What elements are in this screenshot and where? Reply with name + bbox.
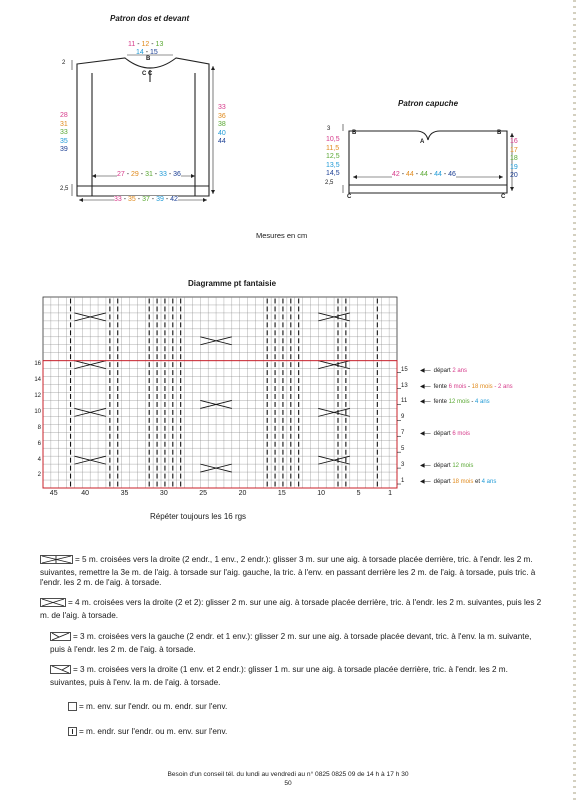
stitch-label: 5 [356,490,361,497]
row-label-right: 11 [401,398,408,405]
row-label-left: 8 [37,424,41,431]
stitch-label: 40 [81,490,90,497]
start-note: ◀— fente 6 mois - 18 mois - 2 ans [420,383,513,390]
label-b: B [146,56,151,62]
arrow-left-icon: ◀— [420,367,431,374]
legend-item-cable-3-left: = 3 m. croisées vers la gauche (2 endr. et 1 env.): glisser 2 m. sur une aig. à torsade placée devant, tric. à l'env. la m. suivante, puis à l'endr. les 2 m. de l'aig. à torsade. [50,632,532,654]
neck-sub-values: 14 - 15 [136,49,158,56]
row-label-right: 5 [401,446,405,453]
hood-left-height-values: 10,5 11,5 12,5 13,5 14,5 [326,136,340,178]
arrow-left-icon: ◀— [420,383,431,390]
arrow-left-icon: ◀— [420,431,431,438]
row-label-right: 7 [401,430,405,437]
back-rib-height: 2,5 [60,186,69,192]
legend-item-cable-5: = 5 m. croisées vers la droite (2 endr., 1 env., 2 endr.): glisser 3 m. sur une aig. à torsade placée derrière, tric. à l'endr. les 2 m. suivantes, remettre la 3e m. de l'aig. à torsade sur l'aig. gauche, la tric. à l'env. en passant derrière les 2 m. de l'aig. à torsade, puis tric. à l'endr. les 2 m. de l'aig. à torsade. [40,555,536,588]
start-note: ◀— fente 12 mois - 4 ans [420,399,490,406]
row-label-right: 1 [401,478,405,485]
row-label-right: 3 [401,462,405,469]
legend-item-purl: = m. env. sur l'endr. ou m. endr. sur l'env. [68,702,546,715]
diagram-title: Diagramme pt fantaisie [188,279,277,288]
arrow-left-icon: ◀— [420,463,431,470]
inner-width-values: 27 - 29 - 31 - 33 - 36 [117,171,181,178]
stitch-label: 1 [388,490,392,497]
stitch-label: 25 [199,490,208,497]
cable-3-left-icon [50,632,71,645]
left-height-values: 28 31 33 35 39 [60,112,68,154]
start-note: ◀— départ 12 mois [420,463,474,470]
row-label-left: 6 [37,440,41,447]
shoulder-drop: 2 [62,60,66,66]
hood-top-drop: 3 [327,126,331,132]
arrow-left-icon: ◀— [420,399,431,406]
stitch-label: 10 [317,490,326,497]
row-label-right: 15 [401,366,408,373]
back-front-title: Patron dos et devant [110,14,190,23]
bottom-width-values: 33 - 35 - 37 - 39 - 42 [114,196,178,203]
row-label-right: 13 [401,382,408,389]
stitch-label: 20 [238,490,247,497]
neck-top-values: 11 - 12 - 13 [128,41,164,48]
hood-label-c-left: C [347,194,352,200]
hood-label-a: A [420,139,425,145]
start-note: ◀— départ 2 ans [420,367,467,374]
cable-4-right-icon [40,598,66,611]
hood-title: Patron capuche [398,99,459,108]
row-label-right: 9 [401,414,405,421]
arrow-left-icon: ◀— [420,479,431,486]
stitch-label: 15 [277,490,286,497]
hood-right-height-values: 16 17 18 19 20 [510,138,518,180]
row-label-left: 10 [34,408,41,415]
label-cc: C C [142,71,153,77]
stitch-label: 30 [159,490,168,497]
row-label-left: 4 [37,456,41,463]
hood-width-values: 42 - 44 - 44 - 44 - 46 [392,171,456,178]
hood-label-c-right: C [501,194,506,200]
hood-label-b-left: B [352,130,357,136]
legend-item-knit: = m. endr. sur l'endr. ou m. env. sur l'env. [68,727,546,740]
page-number: 50 [284,780,292,787]
row-label-left: 14 [34,376,41,383]
stitch-label: 45 [49,490,58,497]
row-label-left: 16 [34,361,41,368]
hood-label-b-right: B [497,130,502,136]
repeat-note: Répéter toujours les 16 rgs [150,512,247,521]
legend-item-cable-3-right: = 3 m. croisées vers la droite (1 env. et 2 endr.): glisser 1 m. sur une aig. à torsade placée derrière, tric. à l'endr. les 2 m. suivantes, puis à l'env. la m. de l'aig. à torsade. [50,665,508,687]
stitch-label: 35 [120,490,129,497]
purl-stitch-icon [68,702,77,715]
hood-rib-height: 2,5 [325,180,334,186]
footer-advice: Besoin d'un conseil tél. du lundi au vendredi au n° 0825 0825 09 de 14 h à 17 h 30 [167,771,409,778]
right-height-values: 33 36 38 40 44 [218,104,226,146]
units-note: Mesures en cm [256,231,308,240]
cable-5-right-icon [40,555,73,568]
start-note: ◀— départ 6 mois [420,431,470,438]
cable-3-right-icon [50,665,71,678]
knit-stitch-icon [68,727,77,740]
legend-item-cable-4: = 4 m. croisées vers la droite (2 et 2): glisser 2 m. sur une aig. à torsade placée derrière, tric. à l'endr. les 2 m. suivantes, puis les 2 m. de l'aig. à torsade. [40,598,542,620]
row-label-left: 2 [37,472,41,479]
row-label-left: 12 [34,392,41,399]
start-note: ◀— départ 18 mois et 4 ans [420,479,497,486]
